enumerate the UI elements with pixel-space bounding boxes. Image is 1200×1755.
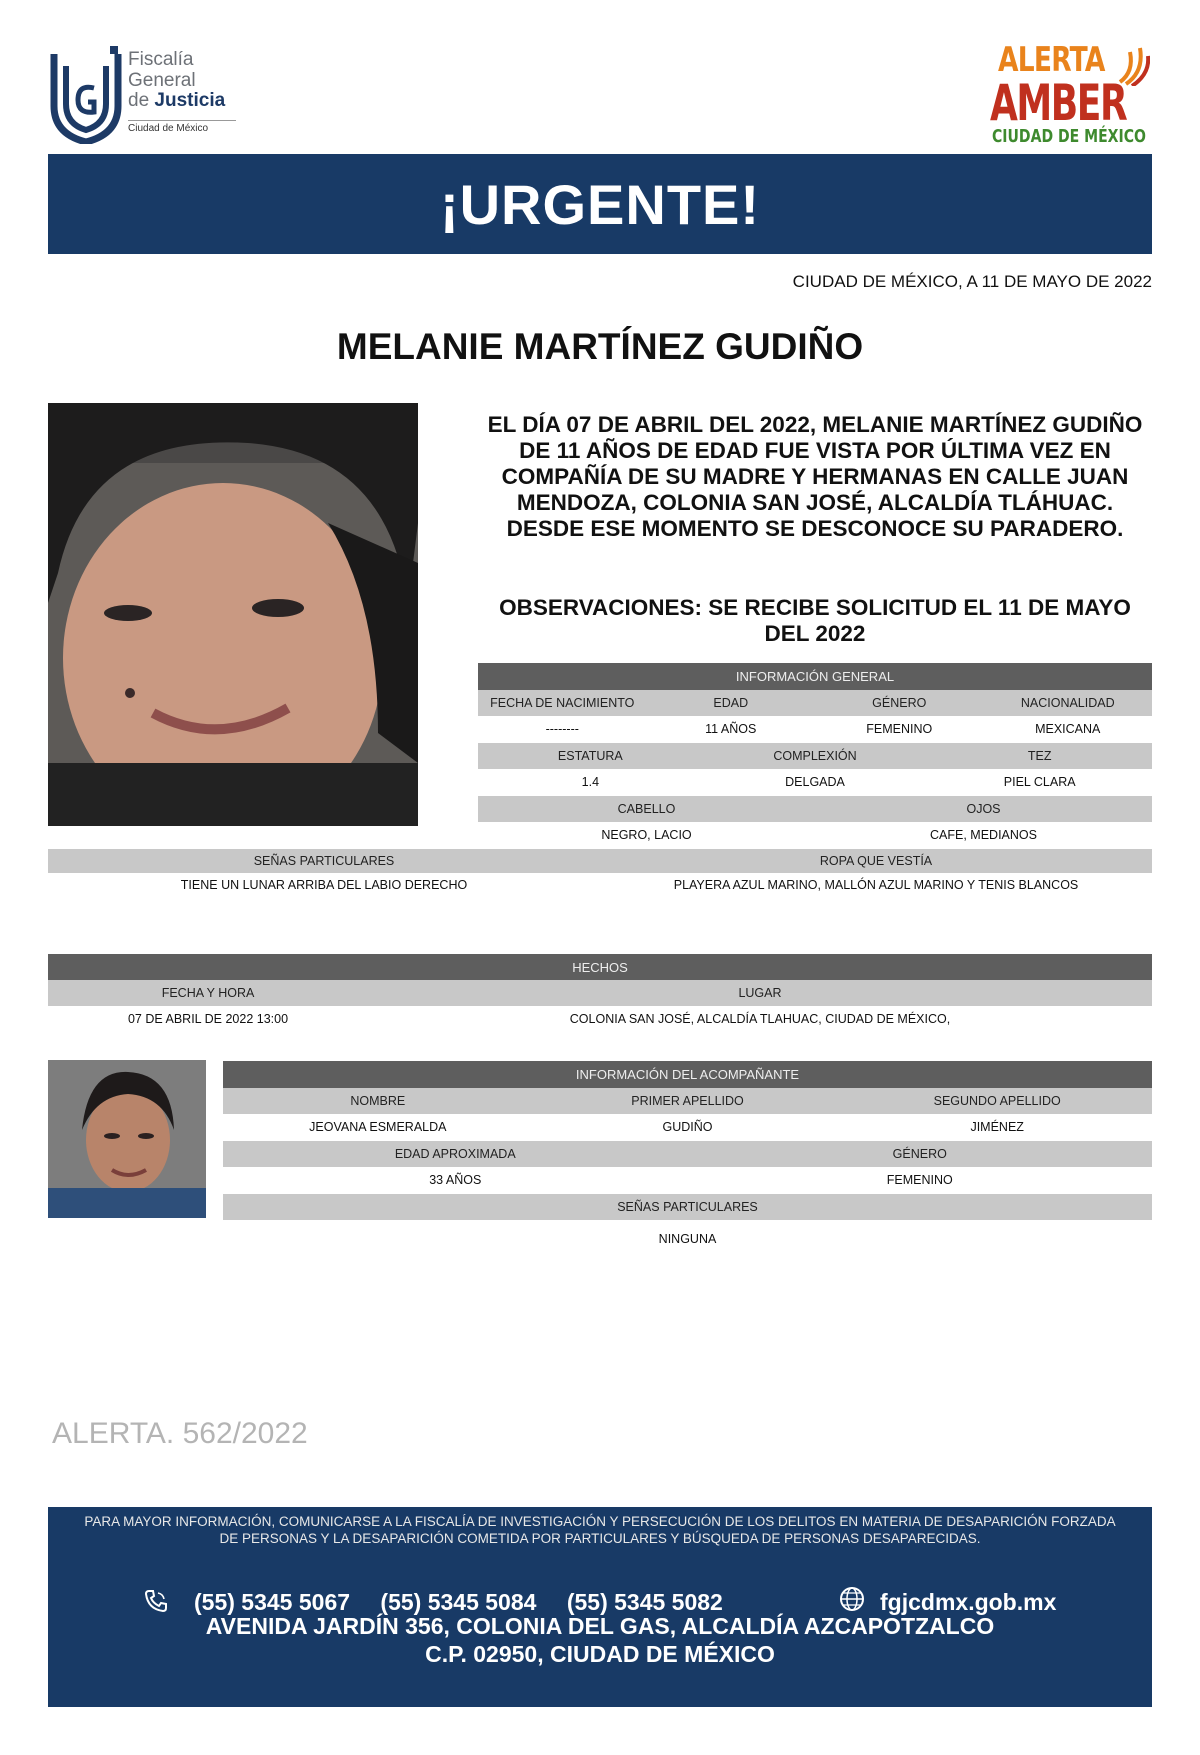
footer-contacts [48, 1585, 1152, 1616]
header-particular-signs: SEÑAS PARTICULARES [253, 854, 395, 868]
header-second-surname: SEGUNDO APELLIDO [933, 1093, 1061, 1108]
header-age: EDAD [713, 695, 749, 710]
urgent-banner [48, 154, 1152, 254]
value-place: COLONIA SAN JOSÉ, ALCALDÍA TLAHUAC, CIUDAD DE MÉXICO, [569, 1012, 951, 1026]
globe-icon [838, 1585, 866, 1613]
general-info-title: INFORMACIÓN GENERAL [478, 663, 1152, 690]
footer-address-line1: AVENIDA JARDÍN 356, COLONIA DEL GAS, ALCALDÍA AZCAPOTZALCO [205, 1613, 995, 1639]
footer-address-line2: C.P. 02950, CIUDAD DE MÉXICO [425, 1641, 775, 1667]
header-approx-age: EDAD APROXIMADA [394, 1146, 516, 1161]
amber-signal-icon [1116, 42, 1150, 86]
amber-logo-line3: CIUDAD DE MÉXICO [992, 126, 1146, 147]
value-complexion: PIEL CLARA [1003, 775, 1076, 790]
header-complexion: TEZ [1027, 748, 1052, 763]
general-info-table [478, 663, 1152, 849]
general-info-value-row-2 [478, 769, 1152, 796]
value-name: JEOVANA ESMERALDA [309, 1120, 447, 1135]
case-observations: OBSERVACIONES: SE RECIBE SOLICITUD EL 11 DE MAYO DEL 2022 [499, 595, 1131, 646]
facts-value-row [48, 1006, 1152, 1032]
header-hair: CABELLO [617, 801, 676, 816]
facts-title: HECHOS [48, 954, 1152, 980]
header-first-surname: PRIMER APELLIDO [631, 1093, 744, 1108]
phone-number-1[interactable]: (55) 5345 5067 [194, 1589, 351, 1615]
header-eyes: OJOS [966, 801, 1001, 816]
value-nationality: MEXICANA [1035, 722, 1101, 737]
header-name: NOMBRE [350, 1093, 406, 1108]
header-gender: GÉNERO [872, 695, 927, 710]
case-description: EL DÍA 07 DE ABRIL DEL 2022, MELANIE MARTÍNEZ GUDIÑO DE 11 AÑOS DE EDAD FUE VISTA POR ÚLTIMA VEZ EN COMPAÑÍA DE SU MADRE Y HERMANAS EN CALLE JUAN MENDOZA, COLONIA SAN JOSÉ, ALCALDÍA TLÁHUAC. DESDE ESE MOMENTO SE DESCONOCE SU PARADERO. [487, 412, 1143, 541]
header-companion-signs: SEÑAS PARTICULARES [617, 1199, 758, 1214]
companion-info-title: INFORMACIÓN DEL ACOMPAÑANTE [223, 1061, 1152, 1088]
companion-value-row-1 [223, 1114, 1152, 1141]
general-info-value-row-1 [478, 716, 1152, 743]
value-eyes: CAFE, MEDIANOS [930, 828, 1037, 843]
website-link[interactable]: fgjcdmx.gob.mx [880, 1589, 1057, 1615]
companion-value-row-2 [223, 1167, 1152, 1194]
value-first-surname: GUDIÑO [662, 1120, 713, 1135]
companion-photo [48, 1060, 206, 1218]
header-build: COMPLEXIÓN [773, 748, 857, 763]
general-info-header-row-1 [478, 690, 1152, 717]
missing-person-photo [48, 403, 418, 826]
companion-header-row-3 [223, 1194, 1152, 1221]
particulars-header-row [48, 849, 1152, 873]
header-date-time: FECHA Y HORA [161, 986, 255, 1000]
general-info-header-row-2 [478, 743, 1152, 770]
footer-note: PARA MAYOR INFORMACIÓN, COMUNICARSE A LA FISCALÍA DE INVESTIGACIÓN Y PERSECUCIÓN DE LOS DELITOS EN MATERIA DE DESAPARICIÓN FORZADA DE PERSONAS Y LA DESAPARICIÓN COMETIDA POR PARTICULARES Y BÚSQUEDA DE PERSONAS DESAPARECIDAS. [84, 1514, 1116, 1546]
value-clothing: PLAYERA AZUL MARINO, MALLÓN AZUL MARINO Y TENIS BLANCOS [673, 878, 1079, 892]
phone-number-3[interactable]: (55) 5345 5082 [566, 1589, 723, 1615]
footer-contact-panel [48, 1507, 1152, 1707]
fgj-logo-line3: de Justicia [128, 90, 226, 112]
fgj-emblem-icon [48, 44, 124, 144]
companion-info-table [223, 1061, 1152, 1220]
missing-person-name: MELANIE MARTÍNEZ GUDIÑO [336, 326, 864, 367]
value-height: 1.4 [581, 775, 600, 790]
companion-header-row-2 [223, 1141, 1152, 1168]
phone-number-2[interactable]: (55) 5345 5084 [380, 1589, 537, 1615]
amber-logo-line1: ALERTA [998, 40, 1105, 80]
fgj-logo [48, 44, 238, 148]
value-age: 11 AÑOS [705, 722, 757, 737]
header-birth-date: FECHA DE NACIMIENTO [490, 695, 635, 710]
header-height: ESTATURA [557, 748, 623, 763]
phone-icon [144, 1589, 168, 1613]
header-clothing: ROPA QUE VESTÍA [819, 854, 933, 868]
header-place: LUGAR [738, 986, 782, 1000]
alerta-amber-logo [990, 40, 1150, 148]
facts-table [48, 954, 1152, 1032]
companion-header-row-1 [223, 1088, 1152, 1115]
urgent-title: ¡URGENTE! [439, 172, 761, 236]
value-build: DELGADA [785, 775, 845, 790]
fgj-logo-line1: Fiscalía [128, 49, 194, 70]
value-second-surname: JIMÉNEZ [970, 1120, 1024, 1135]
value-birth-date: -------- [545, 722, 579, 737]
value-gender: FEMENINO [866, 722, 933, 737]
value-particular-signs: TIENE UN LUNAR ARRIBA DEL LABIO DERECHO [180, 878, 468, 892]
issue-date: CIUDAD DE MÉXICO, A 11 DE MAYO DE 2022 [792, 272, 1152, 291]
value-companion-signs: NINGUNA [658, 1232, 717, 1246]
value-hair: NEGRO, LACIO [601, 828, 692, 843]
amber-logo-line2: AMBER [990, 74, 1127, 132]
fgj-logo-line4: Ciudad de México [128, 120, 236, 135]
general-info-value-row-3 [478, 822, 1152, 849]
alert-number: ALERTA. 562/2022 [52, 1417, 308, 1450]
facts-header-row [48, 980, 1152, 1006]
value-companion-gender: FEMENINO [886, 1173, 953, 1188]
header-nationality: NACIONALIDAD [1020, 695, 1115, 710]
value-date-time: 07 DE ABRIL DE 2022 13:00 [127, 1012, 289, 1026]
particulars-table [48, 849, 1152, 897]
header-companion-gender: GÉNERO [892, 1146, 947, 1161]
value-approx-age: 33 AÑOS [429, 1173, 482, 1188]
particulars-value-row [48, 873, 1152, 897]
general-info-header-row-3 [478, 796, 1152, 823]
fgj-logo-line2: General [128, 69, 196, 91]
